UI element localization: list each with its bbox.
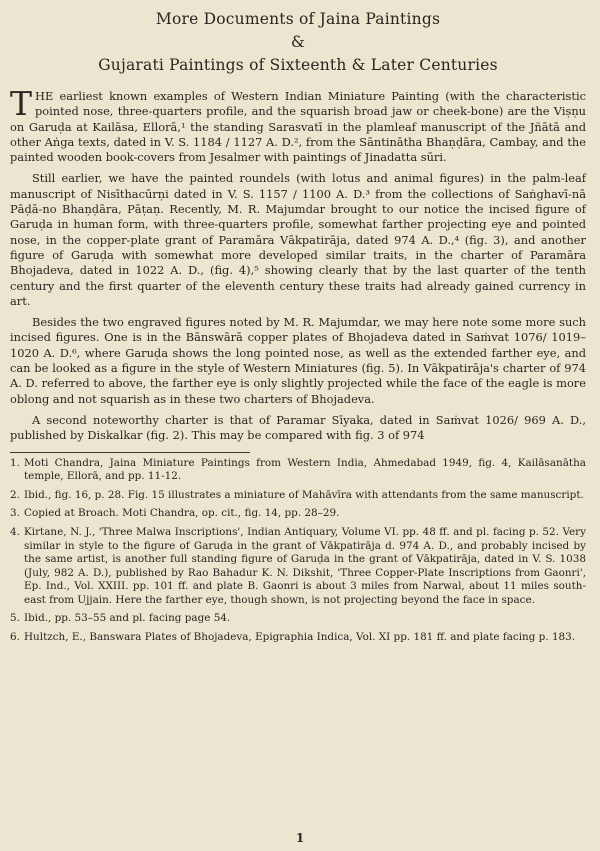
title-line-2: Gujarati Paintings of Sixteenth & Later Centuries [98, 56, 498, 74]
footnote-text: Ibid., fig. 16, p. 28. Fig. 15 illustrates a miniature of Mahāvīra with attendants from the same manuscript. [24, 488, 584, 501]
footnote-number: 6. [10, 631, 20, 644]
footnote-4 [10, 526, 586, 608]
footnote-text: Copied at Broach. Moti Chandra, op. cit., fig. 14, pp. 28–29. [24, 507, 340, 520]
footnote-text: Ibid., pp. 53–55 and pl. facing page 54. [24, 612, 231, 625]
footnote-number: 2. [10, 488, 20, 501]
paragraph-1 [10, 84, 586, 165]
footnote-text: Kirtane, N. J., 'Three Malwa Inscriptions', Indian Antiquary, Volume VI. pp. 48 ff. and pl. facing p. 52. Very similar in style to the figure of Garuḍa in the grant of Vākpatirāja d. 974 A. D., and probably incised by the same artist, is another full standing figure of Garuḍa in the grant of Vākpatirāja, dated in V. S. 1038 (July, 982 A. D.), published by Rao Bahadur K. N. Dikshit, 'Three Copper-Plate Inscriptions from Gaonri', Ep. Ind., Vol. XXIII. pp. 101 ff. and plate B. Gaonri is about 3 miles from Narwal, about 11 miles south-east from Ujjain. Here the farther eye, though shown, is not projecting beyond the face in space. [24, 525, 586, 606]
footnote-text: Moti Chandra, Jaina Miniature Paintings from Western India, Ahmedabad 1949, fig. 4, Kailāsanātha temple, Ellorā, and pp. 11-12. [24, 456, 586, 483]
footnote-number: 4. [10, 525, 20, 538]
footnote-divider [10, 452, 250, 453]
footnote-number: 3. [10, 507, 20, 520]
footnote-number: 5. [10, 612, 20, 625]
page-title [10, 8, 586, 77]
footnote-6 [10, 631, 586, 645]
footnotes [10, 457, 586, 645]
footnote-text: Hultzch, E., Banswara Plates of Bhojadeva, Epigraphia Indica, Vol. XI pp. 181 ff. and plate facing p. 183. [24, 631, 576, 644]
body-text [10, 84, 586, 444]
footnote-3 [10, 507, 586, 521]
drop-cap: T [10, 84, 33, 123]
paragraph-3: Besides the two engraved figures noted by M. R. Majumdar, we may here note some more such incised figures. One is in the Bānswārā copper plates of Bhojadeva dated in Saṁvat 1076/ 1019–1020 A. D.⁶, where Garuḍa shows the long pointed nose, as well as the extended farther eye, and can be looked as a figure in the style of Western Miniatures (fig. 5). In Vākpatirāja's charter of 974 A. D. referred to above, the farther eye is only slightly projected while the face of the eagle is more oblong and not squarish as in these two charters of Bhojadeva. [10, 315, 586, 406]
footnote-5 [10, 612, 586, 626]
page-number: 1 [295, 831, 305, 845]
title-line-1: More Documents of Jaina Paintings [155, 10, 441, 28]
paragraph-1-text: HE earliest known examples of Western Indian Miniature Painting (with the characteristic pointed nose, three-quarters profile, and the squarish broad jaw or cheek-bone) are the Viṣṇu on Garuḍa at Kailāsa, Ellorā,¹ the standing Sarasvatī in the plamleaf manuscript of the Jñātā and other Aṅga texts, dated in V. S. 1184 / 1127 A. D.², from the Sāntinātha Bhaṇḍāra, Cambay, and the painted wooden book-covers from Jesalmer with paintings of Jinadatta sūri. [10, 89, 586, 165]
footnote-2 [10, 489, 586, 503]
paragraph-2: Still earlier, we have the painted roundels (with lotus and animal figures) in the palm-leaf manuscript of Nisīthacūrṇi dated in V. S. 1157 / 1100 A. D.³ from the collections of Saṅghavī-nā Pāḍā-no Bhaṇḍāra, Pāṭaṇ. Recently, M. R. Majumdar brought to our notice the incised figure of Garuḍa in human form, with three-quarters profile, somewhat farther projecting eye and pointed nose, in the copper-plate grant of Paramāra Vākpatirāja, dated 974 A. D.,⁴ (fig. 3), and another figure of Garuḍa with somewhat more developed similar traits, in the charter of Paramāra Bhojadeva, dated in 1022 A. D., (fig. 4),⁵ showing clearly that by the last quarter of the tenth century and the first quarter of the eleventh century these traits had already gained currency in art. [10, 171, 586, 308]
paragraph-4: A second noteworthy charter is that of Paramar Sīyaka, dated in Saṁvat 1026/ 969 A. D., published by Diskalkar (fig. 2). This may be compared with fig. 3 of 974 [10, 412, 586, 443]
footnote-number: 1. [10, 456, 20, 469]
title-ampersand: & [291, 33, 305, 51]
footnote-1 [10, 457, 586, 484]
